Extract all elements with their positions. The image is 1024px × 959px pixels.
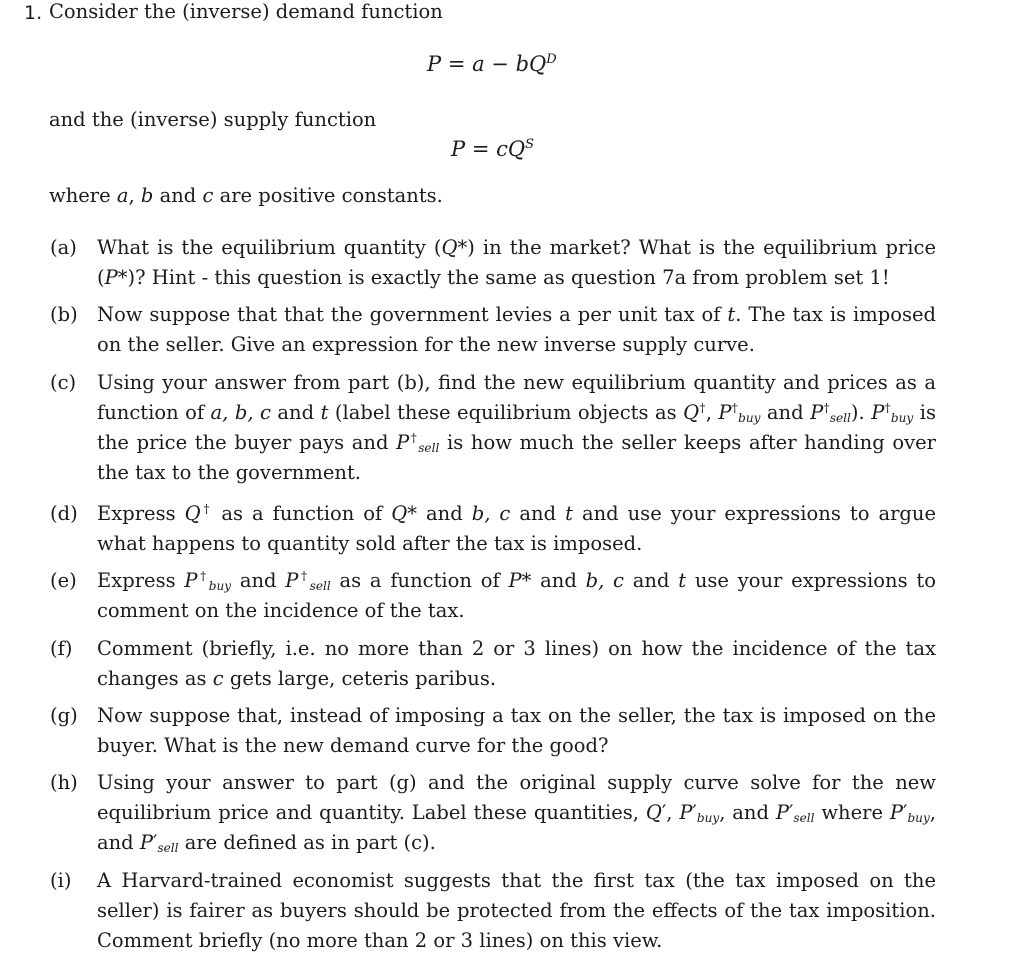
part-text: Comment (briefly, i.e. no more than 2 or 3 lines) on how the incidence of the tax changes as c gets large, ceteris paribus.	[97, 637, 936, 690]
demand-equation	[427, 52, 557, 76]
problem-intro: Consider the (inverse) demand function	[49, 0, 443, 23]
part-label: (g)	[50, 704, 78, 727]
part-c	[50, 368, 936, 488]
part-text: Using your answer from part (b), find the new equilibrium quantity and prices as a function of a, b, c and t (label these equilibrium objects as Q†, $P^\dagger_{buy}$ and $P^\dagger_{sell}$). $P^\dagger_{buy}$ is the price the buyer pays and $P^\dagger_{sell}$ is how much the seller keeps after handing over the tax to the government.	[97, 371, 936, 484]
part-text: Express $P^\dagger_{buy}$ and $P^\dagger_{sell}$ as a function of P* and b, c and t use your expressions to comment on the incidence of the tax.	[97, 568, 936, 622]
part-f	[50, 634, 936, 694]
supply-intro: and the (inverse) supply function	[49, 108, 377, 131]
constants-statement: where a, b and c are positive constants.	[49, 184, 443, 207]
part-a	[50, 233, 936, 293]
part-label: (b)	[50, 303, 78, 326]
part-text: Using your answer to part (g) and the original supply curve solve for the new equilibrium price and quantity. Label these quantities, Q′, $P'_{buy}$, and $P'_{sell}$ where $P'_{buy}$, and $P'_{sell}$ are defined as in part (c).	[97, 771, 936, 856]
part-i	[50, 866, 936, 956]
part-label: (c)	[50, 371, 77, 394]
part-h	[50, 768, 936, 858]
part-label: (f)	[50, 637, 73, 660]
part-text: Now suppose that, instead of imposing a tax on the seller, the tax is imposed on the buyer. What is the new demand curve for the good?	[97, 704, 936, 757]
supply-equation: $P = cQ^S$	[451, 137, 534, 161]
part-label: (a)	[50, 236, 77, 259]
demand-equation-visual: $P = a - bQ^D$	[427, 52, 557, 76]
part-b	[50, 300, 936, 360]
problem-number: 1.	[24, 2, 43, 24]
part-text: Now suppose that that the government levies a per unit tax of t. The tax is imposed on the seller. Give an expression for the new inverse supply curve.	[97, 303, 936, 356]
part-label: (h)	[50, 771, 78, 794]
part-text: A Harvard-trained economist suggests that the first tax (the tax imposed on the seller) is fairer as buyers should be protected from the effects of the tax imposition. Comment briefly (no more than 2 or 3 lines) on this view.	[97, 869, 936, 952]
part-label: (i)	[50, 869, 72, 892]
part-g	[50, 701, 936, 761]
part-e	[50, 566, 936, 626]
part-d	[50, 499, 936, 559]
part-label: (d)	[50, 502, 78, 525]
part-text: What is the equilibrium quantity (Q*) in the market? What is the equilibrium price (P*)? Hint - this question is exactly the same as question 7a from problem set 1!	[97, 236, 936, 289]
part-text: Express Q† as a function of Q* and b, c and t and use your expressions to argue what happens to quantity sold after the tax is imposed.	[97, 501, 936, 555]
part-label: (e)	[50, 569, 77, 592]
